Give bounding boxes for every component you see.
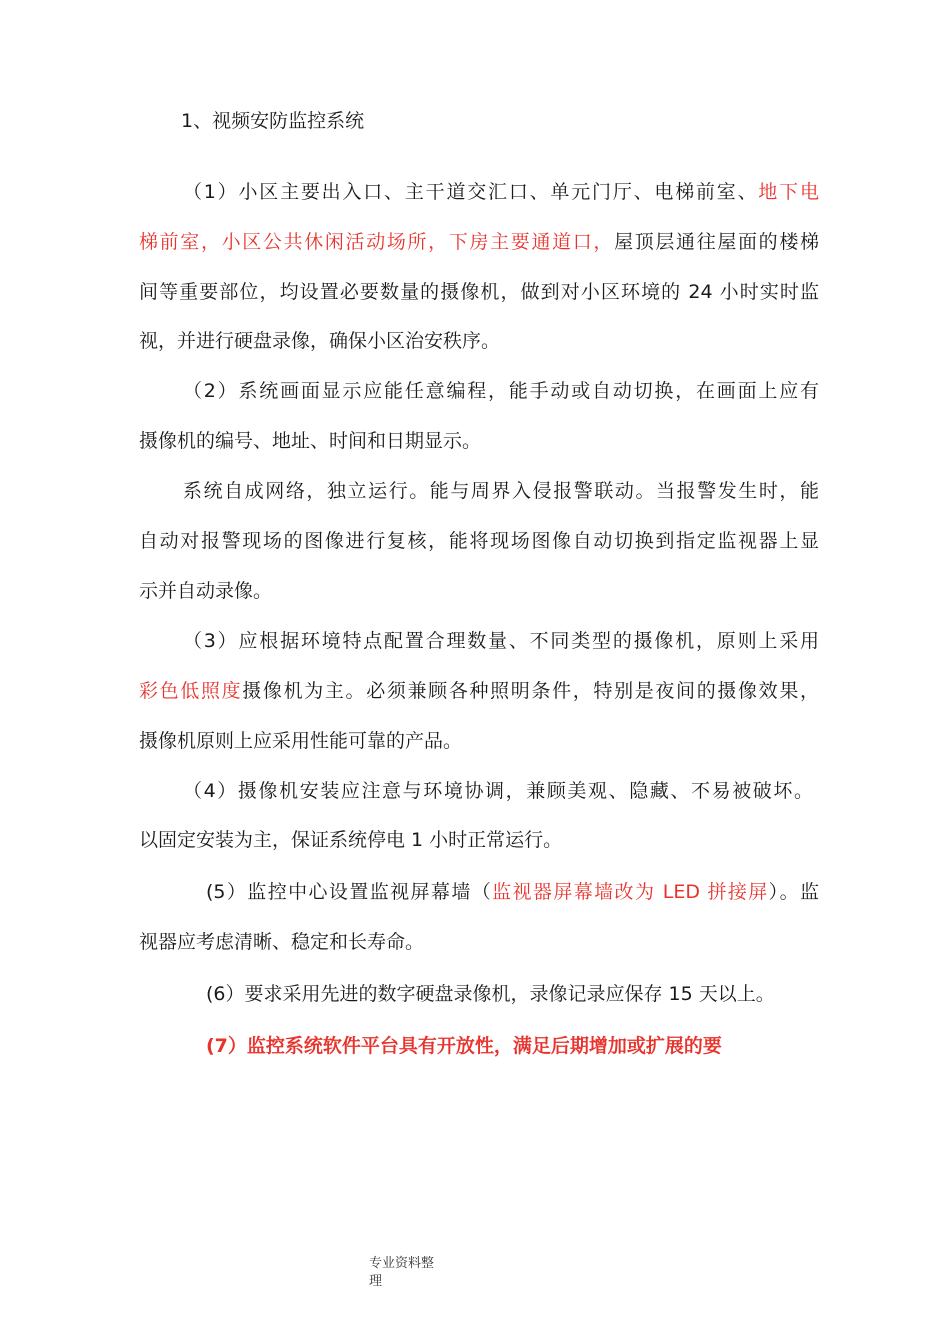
highlighted-text: 梯前室，小区公共休闲活动场所，下房主要通道口， [139, 231, 615, 253]
paragraph-2-line-1: （2）系统画面显示应能任意编程，能手动或自动切换，在画面上应有 [183, 380, 819, 402]
paragraph-2-line-2: 摄像机的编号、地址、时间和日期显示。 [139, 430, 482, 452]
paragraph-7-line-1: (6）要求采用先进的数字硬盘录像机，录像记录应保存 15 天以上。 [206, 983, 775, 1005]
section-heading: 1、视频安防监控系统 [181, 110, 365, 132]
paragraph-1-line-2 [139, 229, 819, 255]
highlighted-text: 彩色低照度 [139, 680, 243, 702]
paragraph-6-line-2: 视器应考虑清晰、稳定和长寿命。 [139, 931, 425, 953]
paragraph-3-line-1: 系统自成网络，独立运行。能与周界入侵报警联动。当报警发生时，能 [183, 480, 819, 502]
page-footer [369, 1255, 434, 1291]
footer-line-2: 理 [369, 1274, 383, 1289]
paragraph-3-line-2: 自动对报警现场的图像进行复核，能将现场图像自动切换到指定监视器上显 [139, 530, 819, 552]
paragraph-8-line-1: (7）监控系统软件平台具有开放性，满足后期增加或扩展的要 [206, 1035, 722, 1057]
paragraph-4-line-3: 摄像机原则上应采用性能可靠的产品。 [139, 730, 463, 752]
text-span: （1）小区主要出入口、主干道交汇口、单元门厅、电梯前室、 [183, 181, 759, 203]
paragraph-6-line-1 [206, 879, 819, 905]
paragraph-5-line-2: 以固定安装为主，保证系统停电 1 小时正常运行。 [139, 829, 563, 851]
text-span: 屋顶层通往屋面的楼梯 [614, 231, 819, 253]
paragraph-1-line-3: 间等重要部位，均设置必要数量的摄像机，做到对小区环境的 24 小时实时监 [139, 281, 819, 303]
text-span: ）。监 [768, 881, 819, 903]
highlighted-text: 监视器屏幕墙改为 LED 拼接屏 [492, 881, 769, 903]
paragraph-4-line-2 [139, 678, 819, 704]
highlighted-text: 地下电 [758, 181, 819, 203]
paragraph-5-line-1: （4）摄像机安装应注意与环境协调，兼顾美观、隐藏、不易被破坏。 [183, 780, 813, 802]
text-span: (5）监控中心设置监视屏幕墙（ [206, 881, 493, 903]
paragraph-3-line-3: 示并自动录像。 [139, 580, 273, 602]
footer-line-1: 专业资料整 [369, 1256, 435, 1271]
paragraph-1-line-1 [139, 179, 819, 205]
paragraph-1-line-4: 视，并进行硬盘录像，确保小区治安秩序。 [139, 330, 501, 352]
paragraph-4-line-1: （3）应根据环境特点配置合理数量、不同类型的摄像机，原则上采用 [183, 630, 819, 652]
text-span: 摄像机为主。必须兼顾各种照明条件，特别是夜间的摄像效果， [242, 680, 819, 702]
